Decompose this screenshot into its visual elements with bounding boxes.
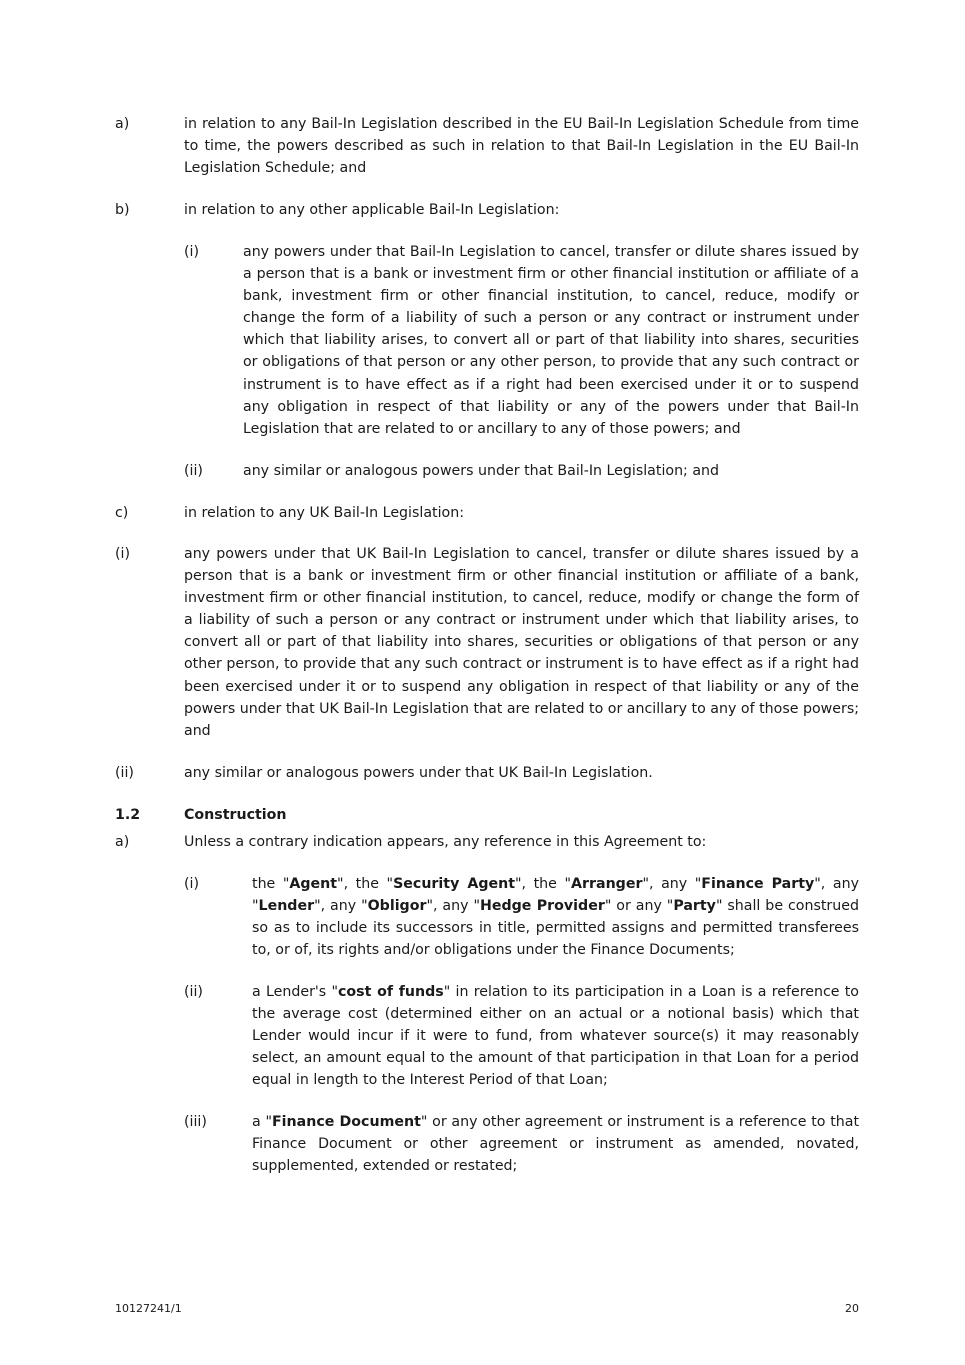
clause-text: in relation to any other applicable Bail-In Legislation: <box>184 202 560 218</box>
text-segment: ", any " <box>314 898 368 915</box>
clause-label: (i) <box>184 244 200 260</box>
clause-text: Unless a contrary indication appears, any reference in this Agreement to: <box>184 834 707 850</box>
text-segment: " shall be construed so as to include its successors in title, permitted assigns and permitted transferees to, or of, its rights and/or obligations under the Finance Documents; <box>252 898 859 959</box>
text-segment: a " <box>252 1114 272 1130</box>
clause-label: c) <box>115 505 129 521</box>
clause-label: a) <box>115 116 130 132</box>
text-segment: ", any " <box>426 898 480 915</box>
clause-label: a) <box>115 834 130 850</box>
text-segment: the " <box>252 876 290 892</box>
clause-label: (ii) <box>115 765 134 781</box>
defined-term: Finance Document <box>271 1114 421 1130</box>
clause-text: any powers under that Bail-In Legislation to cancel, transfer or dilute shares issued by a person that is a bank or investment firm or other financial institution or affiliate of a bank, investment firm or other financial institution, to cancel, reduce, modify or change the form of a liability of such a person or any contract or instrument under which that liability arises, to convert all or part of that liability into shares, securities or obligations of that person or any other person, to provide that any such contract or instrument is to have effect as if a right had been exercised under it or to suspend any obligation in respect of that liability or any of the powers under that Bail-In Legislation that are related to or ancillary to any of those powers; and <box>243 244 859 437</box>
clause-label: (i) <box>184 876 200 892</box>
clause-text: any similar or analogous powers under that Bail-In Legislation; and <box>243 463 720 479</box>
text-segment: ", the " <box>337 876 394 892</box>
text-segment: ", any " <box>252 876 859 915</box>
section-number: 1.2 <box>115 807 141 823</box>
clause-text: in relation to any Bail-In Legislation described in the EU Bail-In Legislation Schedule from time to time, the powers described as such in relation to that Bail-In Legislation in the EU Bail-In Legislation Schedule; and <box>184 116 859 177</box>
clause-text <box>252 1111 859 1177</box>
clause-text <box>252 873 859 961</box>
page-number: 20 <box>845 1302 859 1315</box>
section-title: Construction <box>184 807 287 823</box>
text-segment: " or any " <box>604 898 674 915</box>
defined-term: cost of funds <box>338 984 444 1000</box>
text-segment: " or any other agreement or instrument is a reference to that Finance Document or other agreement or instrument as amended, novated, supplemented, extended or restated; <box>252 1114 860 1175</box>
text-segment: a Lender's " <box>252 984 339 1000</box>
defined-term: Finance Party <box>701 876 815 892</box>
defined-term: Lender <box>258 898 315 915</box>
document-reference: 10127241/1 <box>115 1302 182 1315</box>
defined-term: Security Agent <box>393 876 515 892</box>
defined-term: Arranger <box>571 876 643 892</box>
text-segment: " in relation to its participation in a Loan is a reference to the average cost (determined either on an actual or a notional basis) which that Lender would incur if it were to fund, from whatever source(s) it may reasonably select, an amount equal to the amount of that participation in that Loan for a period equal in length to the Interest Period of that Loan; <box>252 984 859 1089</box>
clause-label: (iii) <box>184 1114 207 1130</box>
clause-label: (i) <box>115 546 131 562</box>
clause-label: (ii) <box>184 463 203 479</box>
clause-label: (ii) <box>184 984 203 1000</box>
clause-label: b) <box>115 202 130 218</box>
defined-term: Obligor <box>367 898 427 915</box>
defined-term: Party <box>673 898 716 915</box>
defined-term: Hedge Provider <box>479 898 605 915</box>
defined-term: Agent <box>289 876 338 892</box>
clause-text: in relation to any UK Bail-In Legislation: <box>184 505 464 521</box>
clause-text <box>252 981 859 1091</box>
text-segment: ", any " <box>642 876 702 892</box>
text-segment: ", the " <box>514 876 572 892</box>
clause-text: any similar or analogous powers under that UK Bail-In Legislation. <box>184 765 653 781</box>
clause-text: any powers under that UK Bail-In Legislation to cancel, transfer or dilute shares issued by a person that is a bank or investment firm or other financial institution or affiliate of a bank, investment firm or other financial institution, to cancel, reduce, modify or change the form of a liability of such a person or any contract or instrument under which that liability arises, to convert all or part of that liability into shares, securities or obligations of that person or any other person, to provide that any such contract or instrument is to have effect as if a right had been exercised under it or to suspend any obligation in respect of that liability or any of the powers under that UK Bail-In Legislation that are related to or ancillary to any of those powers; and <box>184 546 859 739</box>
